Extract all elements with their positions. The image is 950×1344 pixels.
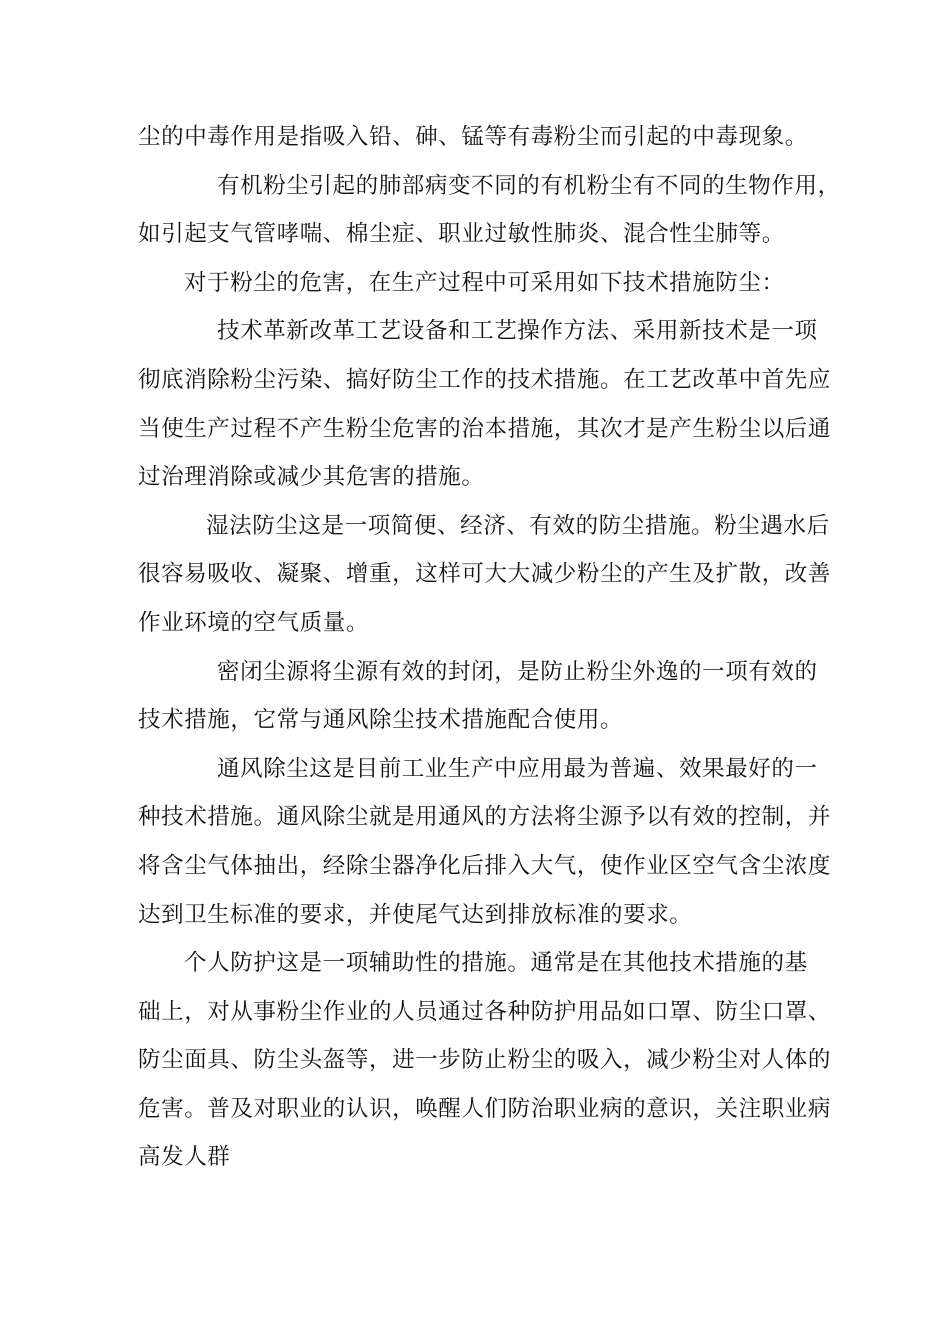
text-line: 很容易吸收、凝聚、增重，这样可大大减少粉尘的产生及扩散，改善: [138, 561, 832, 588]
text-line: 当使生产过程不产生粉尘危害的治本措施，其次才是产生粉尘以后通: [138, 415, 832, 442]
paragraph-organic-dust: [138, 162, 841, 259]
paragraph-wet-dust-control: [138, 502, 832, 648]
paragraph-toxic-effect: [138, 113, 828, 162]
text-line: 尘的中毒作用是指吸入铅、砷、锰等有毒粉尘而引起的中毒现象。: [138, 124, 808, 150]
text-line: 有机粉尘引起的肺部病变不同的有机粉尘有不同的生物作用，: [217, 172, 841, 199]
text-line: 通风除尘这是目前工业生产中应用最为普遍、效果最好的一: [217, 755, 818, 782]
text-line: 密闭尘源将尘源有效的封闭，是防止粉尘外逸的一项有效的: [217, 658, 818, 685]
text-line: 危害。普及对职业的认识，唤醒人们防治职业病的意识，关注职业病: [138, 1095, 832, 1122]
text-line: 高发人群: [138, 1144, 231, 1171]
paragraph-dust-measures-intro: [138, 259, 828, 308]
text-line: 过治理消除或减少其危害的措施。: [138, 464, 485, 491]
text-line: 如引起支气管哮喘、棉尘症、职业过敏性肺炎、混合性尘肺等。: [138, 221, 785, 248]
document-body: [138, 113, 841, 1182]
text-line: 达到卫生标准的要求，并使尾气达到排放标准的要求。: [138, 901, 693, 928]
paragraph-sealed-dust-source: [138, 648, 828, 745]
text-line: 彻底消除粉尘污染、搞好防尘工作的技术措施。在工艺改革中首先应: [138, 366, 832, 393]
text-line: 对于粉尘的危害，在生产过程中可采用如下技术措施防尘：: [184, 269, 785, 296]
text-line: 技术措施，它常与通风除尘技术措施配合使用。: [138, 707, 624, 734]
text-line: 作业环境的空气质量。: [138, 609, 370, 636]
paragraph-personal-protection: [138, 939, 832, 1182]
text-line: 防尘面具、防尘头盔等，进一步防止粉尘的吸入，减少粉尘对人体的: [138, 1047, 832, 1074]
paragraph-ventilation-dust-removal: [138, 745, 832, 939]
text-line: 个人防护这是一项辅助性的措施。通常是在其他技术措施的基: [184, 950, 808, 977]
text-line: 技术革新改革工艺设备和工艺操作方法、采用新技术是一项: [217, 318, 818, 345]
text-line: 将含尘气体抽出，经除尘器净化后排入大气，使作业区空气含尘浓度: [138, 852, 832, 879]
text-line: 种技术措施。通风除尘就是用通风的方法将尘源予以有效的控制，并: [138, 804, 832, 831]
text-line: 础上，对从事粉尘作业的人员通过各种防护用品如口罩、防尘口罩、: [138, 998, 832, 1025]
paragraph-technical-innovation: [138, 307, 832, 501]
text-line: 湿法防尘这是一项简便、经济、有效的防尘措施。粉尘遇水后: [206, 512, 830, 539]
